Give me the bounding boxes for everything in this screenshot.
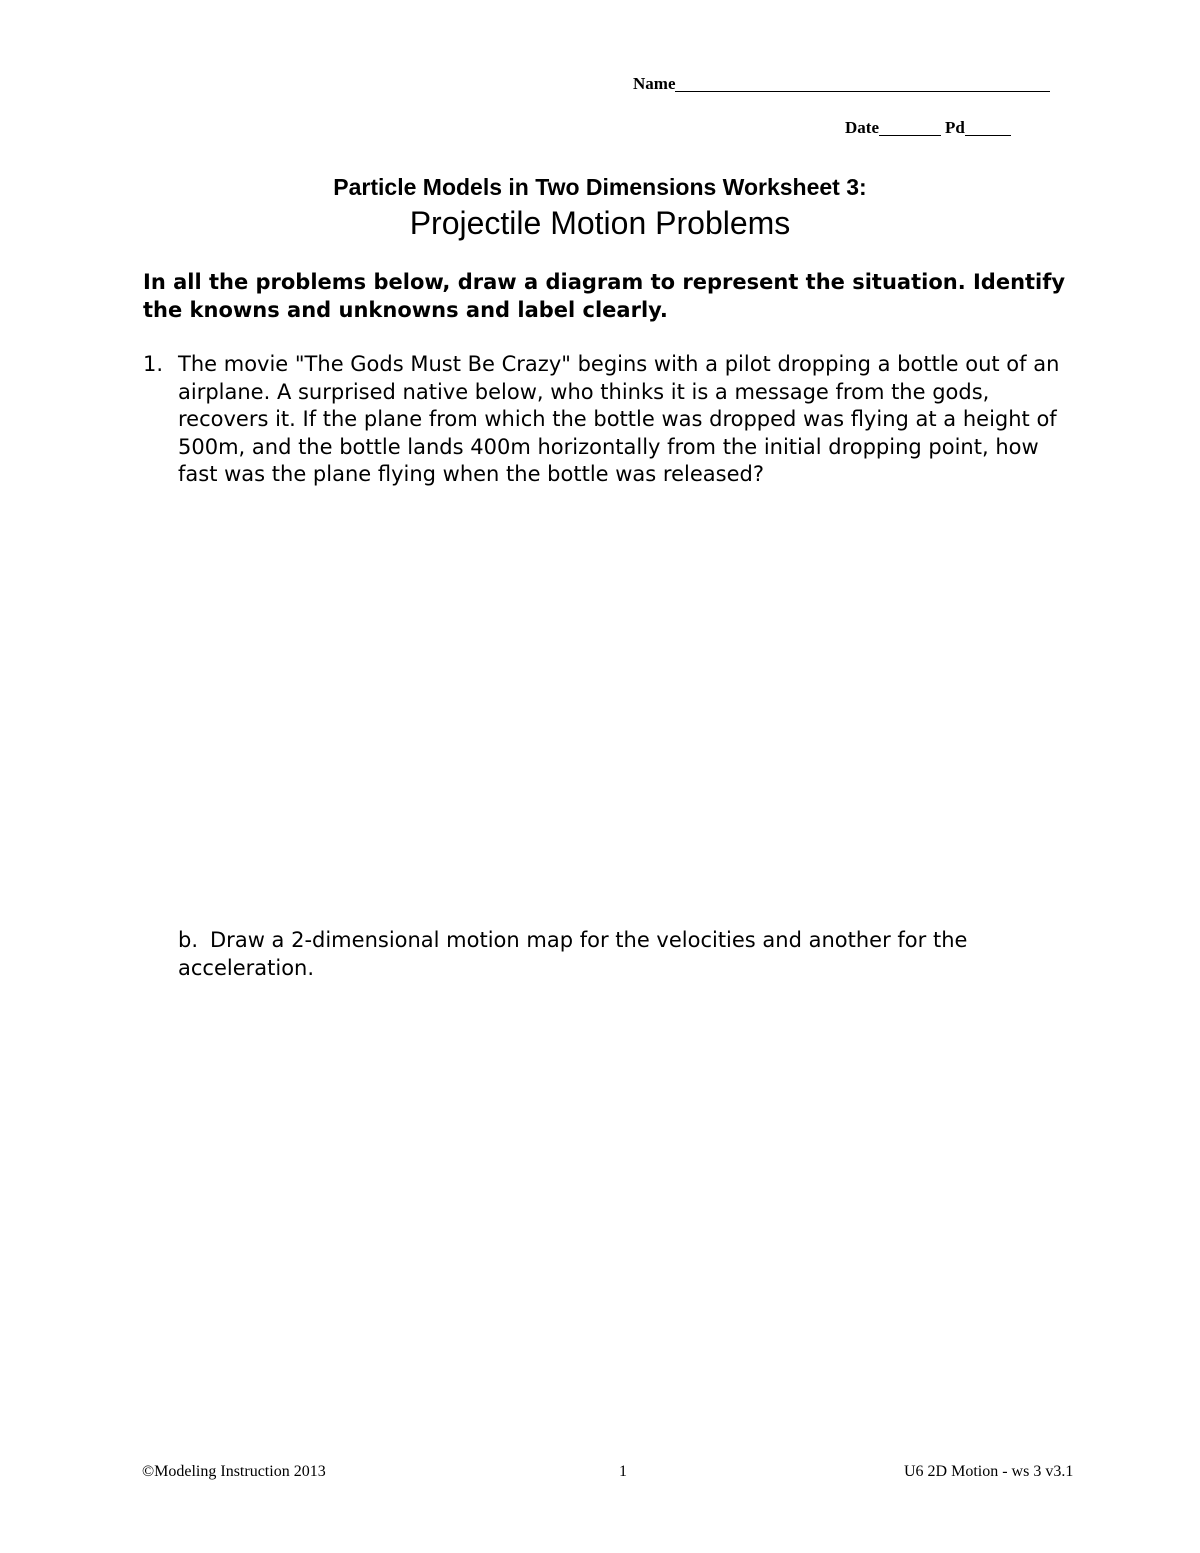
date-label: Date xyxy=(845,118,879,137)
worksheet-title: Particle Models in Two Dimensions Worksheet 3: xyxy=(333,174,867,200)
instructions: In all the problems below, draw a diagram to represent the situation. Identify the knowns and unknowns and label clearly. xyxy=(143,270,1066,322)
date-blank-line[interactable] xyxy=(879,119,941,136)
footer-doc-id: U6 2D Motion - ws 3 v3.1 xyxy=(904,1463,1074,1480)
problem-text: The movie "The Gods Must Be Crazy" begins with a pilot dropping a bottle out of an airplane. A surprised native below, who thinks it is a message from the gods, recovers it. If the plane from which the bottle was dropped was flying at a height of 500m, and the bottle lands 400m horizontally from the initial dropping point, how fast was the plane flying when the bottle was released? xyxy=(178,352,1060,486)
name-field xyxy=(633,74,1050,94)
subpart-letter: b. xyxy=(178,928,199,952)
footer-page-number: 1 xyxy=(619,1463,627,1480)
footer-copyright: ©Modeling Instruction 2013 xyxy=(142,1463,326,1480)
problem-subpart xyxy=(178,926,1058,982)
period-blank-line[interactable] xyxy=(965,119,1011,136)
problem-item xyxy=(143,351,1073,489)
period-label: Pd xyxy=(944,118,965,137)
name-blank-line[interactable] xyxy=(675,75,1050,92)
problem-number: 1. xyxy=(143,352,164,376)
worksheet-subtitle: Projectile Motion Problems xyxy=(409,205,791,241)
name-label: Name xyxy=(633,74,676,93)
date-period-field xyxy=(845,118,1011,138)
subpart-text: Draw a 2-dimensional motion map for the velocities and another for the acceleration. xyxy=(178,928,968,980)
